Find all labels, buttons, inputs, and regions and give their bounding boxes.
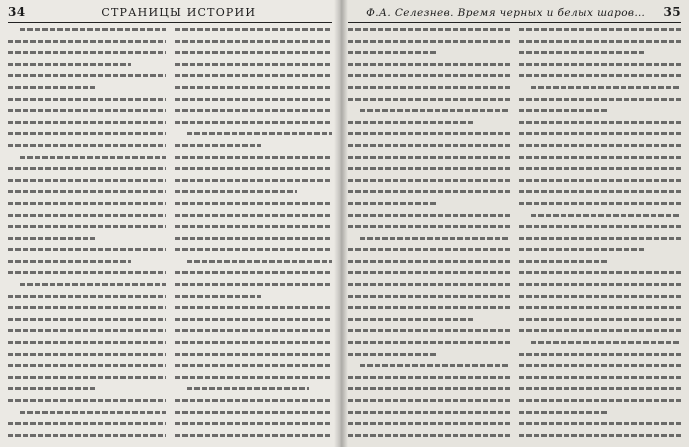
text-line [348,248,510,251]
text-line [8,51,166,54]
text-line [20,156,166,159]
text-line [175,376,333,379]
text-line [348,167,510,170]
text-line [519,63,681,66]
text-line [8,63,131,66]
text-line [175,329,333,332]
text-line [8,318,166,321]
text-line [175,353,333,356]
text-line [175,156,333,159]
text-line [519,329,681,332]
text-line [348,260,510,263]
text-line [519,40,681,43]
text-line [348,156,510,159]
text-line [348,295,510,298]
text-line [519,225,681,228]
left-column-1 [8,28,166,444]
text-line [348,306,510,309]
text-line [348,376,510,379]
text-line [519,364,681,367]
text-line [175,434,333,437]
left-columns [8,28,332,444]
text-line [8,271,166,274]
text-line [175,40,333,43]
text-line [175,248,333,251]
text-line [348,214,510,217]
text-line [175,411,333,414]
text-line [519,190,681,193]
text-line [519,411,608,414]
text-line [348,51,437,54]
text-line [175,121,333,124]
text-line [519,306,681,309]
text-line [519,144,681,147]
text-line [8,202,166,205]
text-line [519,399,681,402]
text-line [519,271,681,274]
text-line [348,28,510,31]
text-line [519,121,681,124]
text-line [175,295,262,298]
text-line [8,179,166,182]
text-line [360,364,510,367]
text-line [519,202,681,205]
text-line [348,318,474,321]
text-line [8,295,166,298]
text-line [175,271,333,274]
right-running-head [348,5,681,23]
text-line [348,86,510,89]
text-line [8,109,166,112]
text-line [348,40,510,43]
text-line [519,51,645,54]
text-line [187,132,333,135]
text-line [348,132,510,135]
text-line [175,51,333,54]
text-line [8,422,166,425]
text-line [519,179,681,182]
text-line [519,295,681,298]
text-line [348,63,510,66]
text-line [519,248,645,251]
text-line [348,387,510,390]
text-line [187,387,310,390]
text-line [519,283,681,286]
text-line [519,387,681,390]
text-line [175,225,333,228]
text-line [519,422,681,425]
text-line [8,341,166,344]
text-line [348,271,510,274]
text-line [175,74,333,77]
text-line [519,434,681,437]
text-line [8,353,166,356]
text-line [175,190,298,193]
text-line [8,144,166,147]
text-line [175,283,333,286]
text-line [360,109,510,112]
text-line [519,167,681,170]
right-column-2 [519,28,681,444]
text-line [519,376,681,379]
right-page-number: 35 [663,5,681,19]
text-line [531,214,681,217]
text-line [531,86,681,89]
text-line [348,179,510,182]
text-line [519,109,608,112]
text-line [519,132,681,135]
text-line [519,353,681,356]
text-line [348,190,510,193]
text-line [348,144,510,147]
left-page [0,0,340,447]
text-line [8,399,166,402]
text-line [175,63,333,66]
left-running-title: СТРАНИЦЫ ИСТОРИИ [101,6,257,19]
text-line [8,74,166,77]
text-line [175,179,333,182]
text-line [348,202,437,205]
text-line [175,306,333,309]
text-line [519,28,681,31]
text-line [348,98,510,101]
text-line [348,422,510,425]
text-line [519,318,681,321]
text-line [175,214,333,217]
text-line [175,28,333,31]
text-line [175,318,333,321]
text-line [348,121,474,124]
text-line [519,98,681,101]
text-line [8,434,166,437]
text-line [8,364,166,367]
right-running-title: Ф.А. Селезнев. Время черных и белых шаров… [366,7,646,19]
text-line [8,225,166,228]
right-page [340,0,689,447]
text-line [360,237,510,240]
text-line [175,167,333,170]
text-line [175,86,333,89]
text-line [8,214,166,217]
text-line [175,144,262,147]
text-line [20,411,166,414]
text-line [8,98,166,101]
text-line [175,98,333,101]
text-line [8,190,166,193]
text-line [175,364,333,367]
text-line [348,399,510,402]
text-line [175,109,333,112]
text-line [348,353,437,356]
text-line [519,260,608,263]
text-line [8,306,166,309]
text-line [348,434,510,437]
text-line [348,225,510,228]
text-line [175,341,333,344]
text-line [175,202,333,205]
text-line [348,283,510,286]
text-line [519,237,681,240]
text-line [519,156,681,159]
text-line [20,28,166,31]
text-line [348,411,510,414]
text-line [8,329,166,332]
left-column-2 [175,28,333,444]
text-line [175,399,333,402]
text-line [8,248,166,251]
left-page-number: 34 [8,5,26,19]
text-line [8,387,95,390]
text-line [8,86,95,89]
text-line [519,74,681,77]
text-line [8,40,166,43]
text-line [8,121,166,124]
text-line [20,283,166,286]
text-line [187,260,333,263]
text-line [531,341,681,344]
right-columns [348,28,681,444]
text-line [8,376,166,379]
text-line [8,260,131,263]
text-line [175,237,333,240]
left-running-head [8,5,332,23]
text-line [8,132,166,135]
text-line [175,422,333,425]
text-line [8,167,166,170]
text-line [8,237,95,240]
text-line [348,74,510,77]
right-column-1 [348,28,510,444]
text-line [348,341,510,344]
text-line [348,329,510,332]
